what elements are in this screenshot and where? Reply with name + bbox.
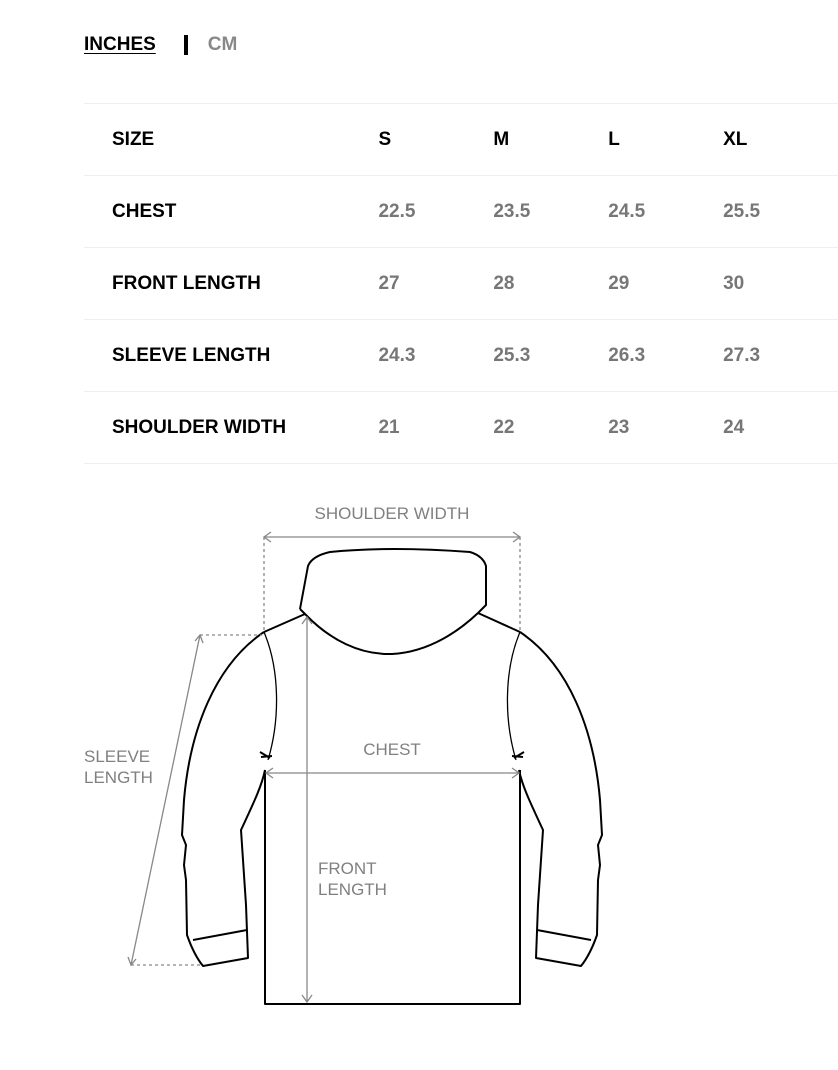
cell: 25.5 [723,200,761,222]
header-size-s: S [378,128,392,150]
header-size-l: L [608,128,620,150]
cell: 22.5 [378,200,416,222]
cell: 29 [608,272,630,294]
front-length-arrow [302,617,312,1002]
hoodie-outline [182,549,602,1004]
shoulder-width-arrow [264,532,520,542]
cell: 24.5 [608,200,646,222]
chest-arrow [266,768,519,778]
chest-label: CHEST [363,740,421,759]
row-label: SHOULDER WIDTH [112,416,287,438]
sleeve-guide-lines [131,635,262,965]
shoulder-guide-lines [264,537,520,632]
left-shoulder [264,614,305,632]
cell: 27 [378,272,400,294]
inches-tab[interactable]: INCHES [84,34,156,55]
sleeve-length-label-line1: SLEEVE [84,747,151,766]
front-length-label-line1: FRONT [318,859,377,878]
row-label: SLEEVE LENGTH [112,344,271,366]
sleeve-length-label-line2: LENGTH [84,768,153,787]
hood-opening [300,609,478,654]
row-label: FRONT LENGTH [112,272,261,294]
cell: 24 [723,416,745,438]
hood [300,549,486,613]
cell: 25.3 [493,344,531,366]
cell: 22 [493,416,515,438]
left-armhole [264,632,277,760]
right-shoulder [478,613,520,632]
sleeve-length-arrow [128,635,203,965]
left-cuff-seam [193,930,247,940]
header-size-m: M [493,128,510,150]
cell: 23.5 [493,200,531,222]
cell: 27.3 [723,344,761,366]
cell: 21 [378,416,400,438]
left-sleeve [182,632,265,966]
right-armhole [507,632,520,760]
front-length-label-line2: LENGTH [318,880,387,899]
cell: 23 [608,416,630,438]
header-size-xl: XL [723,128,748,150]
row-label: CHEST [112,200,177,222]
cell: 28 [493,272,515,294]
cell: 30 [723,272,745,294]
cell: 24.3 [378,344,416,366]
header-label: SIZE [112,128,155,150]
body [265,770,520,1004]
right-sleeve [519,632,602,966]
cm-tab[interactable]: CM [207,34,238,55]
shoulder-width-label: SHOULDER WIDTH [314,504,470,523]
cell: 26.3 [608,344,646,366]
right-cuff-seam [537,930,591,940]
